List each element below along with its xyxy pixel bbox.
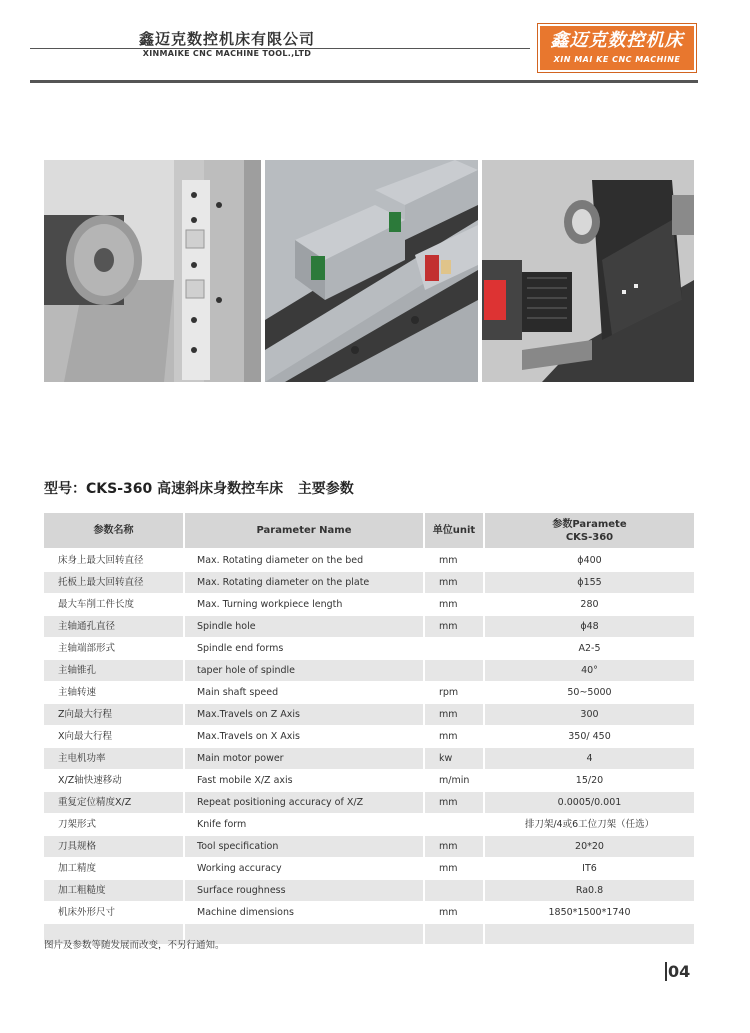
row-en: Machine dimensions — [184, 902, 424, 924]
row-value: 4 — [484, 748, 694, 770]
header-value — [484, 513, 694, 549]
table-row — [44, 682, 694, 704]
header-param-name-en: Parameter Name — [184, 513, 424, 549]
row-en: Max. Turning workpiece length — [184, 594, 424, 616]
row-en: taper hole of spindle — [184, 660, 424, 682]
row-cn: 机床外形尺寸 — [44, 902, 184, 924]
row-cn: 刀具规格 — [44, 836, 184, 858]
row-unit: mm — [424, 726, 484, 748]
row-value: 1850*1500*1740 — [484, 902, 694, 924]
row-unit: mm — [424, 549, 484, 572]
row-cn: X/Z轴快速移动 — [44, 770, 184, 792]
row-unit: m/min — [424, 770, 484, 792]
row-en: Repeat positioning accuracy of X/Z — [184, 792, 424, 814]
row-unit: mm — [424, 792, 484, 814]
row-en: Max.Travels on Z Axis — [184, 704, 424, 726]
table-row — [44, 726, 694, 748]
row-value: IT6 — [484, 858, 694, 880]
row-en: Main shaft speed — [184, 682, 424, 704]
row-en: Max. Rotating diameter on the plate — [184, 572, 424, 594]
row-unit: mm — [424, 572, 484, 594]
spec-table — [44, 513, 694, 945]
header-value-line1: 参数Paramete — [552, 518, 627, 530]
row-cn: 刀架形式 — [44, 814, 184, 836]
row-unit: mm — [424, 836, 484, 858]
row-value: 40° — [484, 660, 694, 682]
row-cn: 床身上最大回转直径 — [44, 549, 184, 572]
row-unit — [424, 880, 484, 902]
photo-linear-guides-image — [265, 160, 478, 382]
row-cn: 加工粗糙度 — [44, 880, 184, 902]
table-row — [44, 549, 694, 572]
row-en: Max. Rotating diameter on the bed — [184, 549, 424, 572]
table-row — [44, 638, 694, 660]
row-cn: 主轴锥孔 — [44, 660, 184, 682]
footnote: 图片及参数等随发展而改变，不另行通知。 — [44, 940, 225, 951]
row-cn: 主轴通孔直径 — [44, 616, 184, 638]
row-unit: mm — [424, 902, 484, 924]
table-row — [44, 748, 694, 770]
row-en: Knife form — [184, 814, 424, 836]
photo-spindle-chuck — [44, 160, 261, 382]
brand-name-en: XIN MAI KE CNC MACHINE — [553, 55, 681, 64]
row-en: Fast mobile X/Z axis — [184, 770, 424, 792]
row-unit — [424, 660, 484, 682]
photo-spindle-chuck-image — [44, 160, 261, 382]
row-value: ϕ400 — [484, 549, 694, 572]
row-value: 15/20 — [484, 770, 694, 792]
row-value: 0.0005/0.001 — [484, 792, 694, 814]
row-cn: 最大车削工件长度 — [44, 594, 184, 616]
header-unit: 单位unit — [424, 513, 484, 549]
photo-tailstock-turret-image — [482, 160, 694, 382]
row-en: Spindle hole — [184, 616, 424, 638]
row-unit: mm — [424, 616, 484, 638]
table-row — [44, 836, 694, 858]
row-value: 20*20 — [484, 836, 694, 858]
row-cn: 主电机功率 — [44, 748, 184, 770]
company-name-cn: 鑫迈克数控机床有限公司 — [138, 30, 315, 48]
company-name-en: XINMAIKE CNC MACHINE TOOL.,LTD — [142, 49, 312, 58]
brand-logo-box — [538, 24, 696, 72]
row-unit — [424, 814, 484, 836]
row-cn: X向最大行程 — [44, 726, 184, 748]
table-row — [44, 770, 694, 792]
page-number-bar — [665, 962, 667, 981]
row-value: 50~5000 — [484, 682, 694, 704]
table-row — [44, 616, 694, 638]
row-value: A2-5 — [484, 638, 694, 660]
row-unit: mm — [424, 594, 484, 616]
header-param-name-cn: 参数名称 — [44, 513, 184, 549]
table-row — [44, 902, 694, 924]
company-name-block — [132, 30, 322, 59]
row-unit: rpm — [424, 682, 484, 704]
row-unit: kw — [424, 748, 484, 770]
row-cn: 重复定位精度X/Z — [44, 792, 184, 814]
photo-linear-guides — [265, 160, 478, 382]
row-unit: mm — [424, 858, 484, 880]
row-value: 280 — [484, 594, 694, 616]
table-row — [44, 880, 694, 902]
table-row — [44, 660, 694, 682]
header-value-line2: CKS-360 — [565, 531, 614, 543]
spec-title: 型号：CKS-360 高速斜床身数控车床 主要参数 — [44, 481, 354, 497]
row-cn: 主轴端部形式 — [44, 638, 184, 660]
row-cn: 托板上最大回转直径 — [44, 572, 184, 594]
page-number: 04 — [668, 962, 691, 981]
row-value: Ra0.8 — [484, 880, 694, 902]
table-row — [44, 814, 694, 836]
row-cn: 加工精度 — [44, 858, 184, 880]
table-row — [44, 572, 694, 594]
row-en: Main motor power — [184, 748, 424, 770]
row-empty-cell — [424, 924, 484, 945]
brand-name-cn: 鑫迈克数控机床 — [550, 30, 684, 51]
row-en: Surface roughness — [184, 880, 424, 902]
row-value: ϕ155 — [484, 572, 694, 594]
row-en: Working accuracy — [184, 858, 424, 880]
row-unit — [424, 638, 484, 660]
row-empty-cell — [484, 924, 694, 945]
table-row — [44, 704, 694, 726]
photo-tailstock-turret — [482, 160, 694, 382]
row-en: Tool specification — [184, 836, 424, 858]
row-value: 排刀架/4或6工位刀架（任选） — [484, 814, 694, 836]
table-row — [44, 594, 694, 616]
row-value: ϕ48 — [484, 616, 694, 638]
spec-table-header-row — [44, 513, 694, 549]
table-row — [44, 858, 694, 880]
header-bottom-rule — [30, 80, 698, 83]
row-value: 300 — [484, 704, 694, 726]
row-cn: 主轴转速 — [44, 682, 184, 704]
table-row — [44, 792, 694, 814]
row-cn: Z向最大行程 — [44, 704, 184, 726]
row-en: Max.Travels on X Axis — [184, 726, 424, 748]
row-en: Spindle end forms — [184, 638, 424, 660]
row-unit: mm — [424, 704, 484, 726]
row-value: 350/ 450 — [484, 726, 694, 748]
